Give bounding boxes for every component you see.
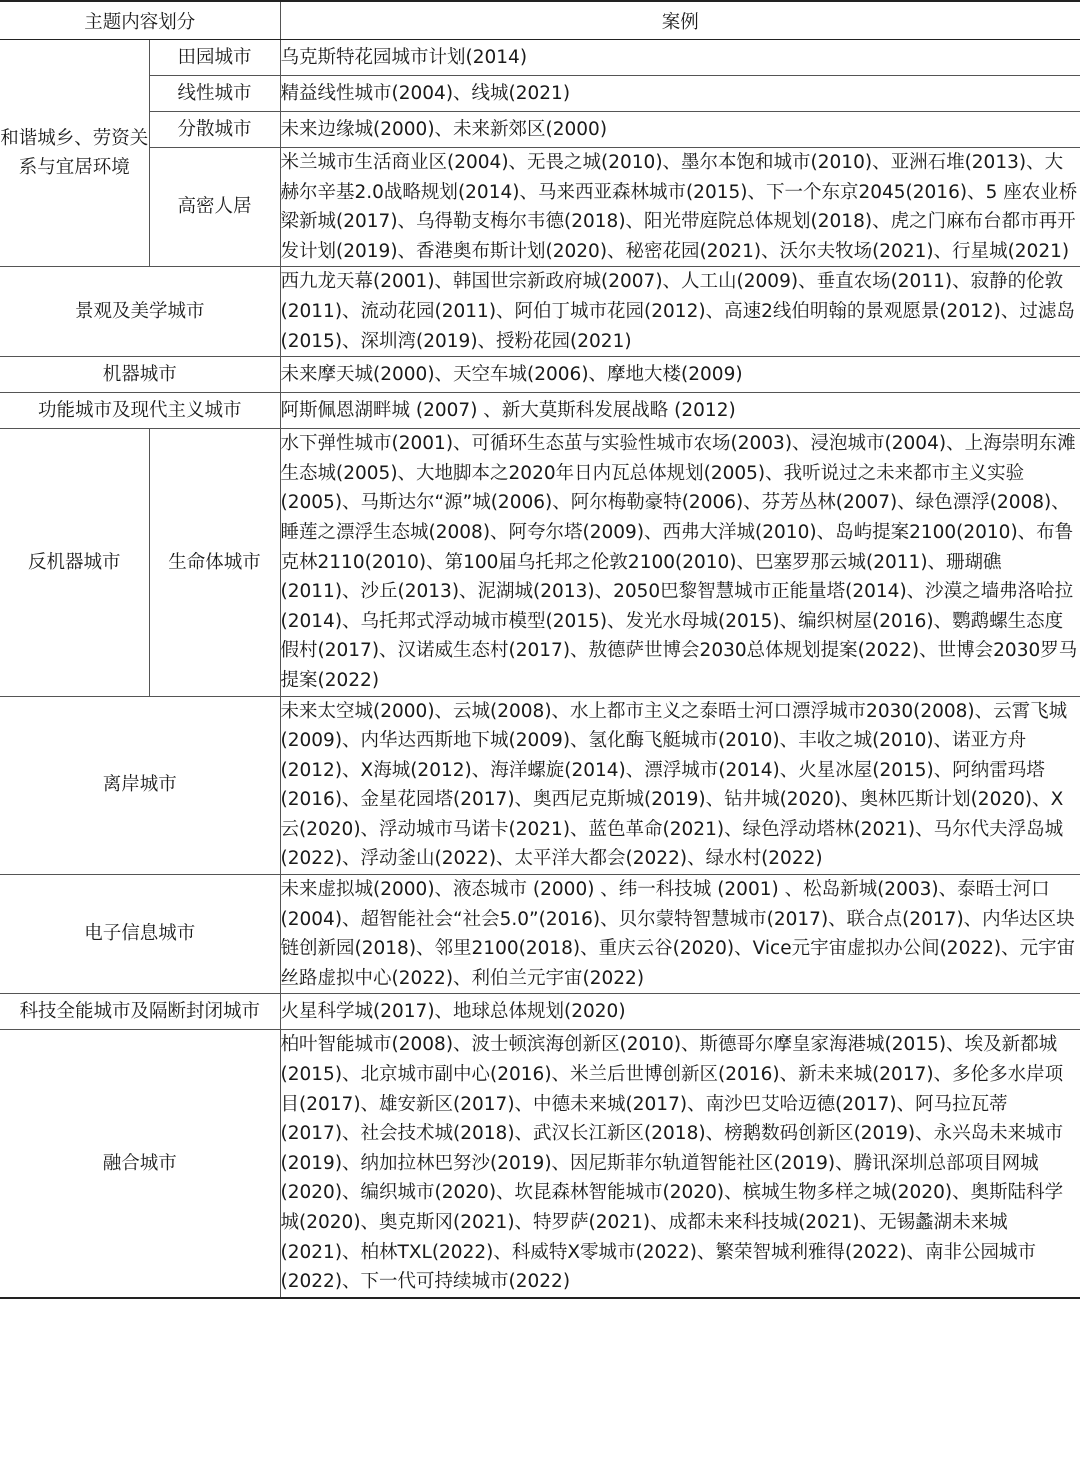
table-row <box>0 267 1080 357</box>
category-cell: 景观及美学城市 <box>0 267 280 357</box>
cases-cell: 未来摩天城(2000)、天空车城(2006)、摩地大楼(2009) <box>280 357 1080 393</box>
cases-cell: 火星科学城(2017)、地球总体规划(2020) <box>280 994 1080 1030</box>
table-row <box>0 696 1080 875</box>
table-row <box>0 994 1080 1030</box>
cases-cell: 水下弹性城市(2001)、可循环生态茧与实验性城市农场(2003)、浸泡城市(2004)、上海崇明东滩生态城(2005)、大地脚本之2020年日内瓦总体规划(2005)、我听说过之未来都市主义实验(2005)、马斯达尔“源”城(2006)、阿尔梅勒豪特(2006)、芬芳丛林(2007)、绿色漂浮(2008)、睡莲之漂浮生态城(2008)、阿夸尔塔(2009)、西弗大洋城(2010)、岛屿提案2100(2010)、布鲁克林2110(2010)、第100届乌托邦之伦敦2100(2010)、巴塞罗那云城(2011)、珊瑚礁(2011)、沙丘(2013)、泥湖城(2013)、2050巴黎智慧城市正能量塔(2014)、沙漠之墙弗洛哈拉(2014)、乌托邦式浮动城市模型(2015)、发光水母城(2015)、编织树屋(2016)、鹦鹉螺生态度假村(2017)、汉诺威生态村(2017)、敖德萨世博会2030总体规划提案(2022)、世博会2030罗马提案(2022) <box>280 429 1080 696</box>
table-row <box>0 357 1080 393</box>
table-row <box>0 40 1080 76</box>
table-row <box>0 875 1080 994</box>
cases-cell: 未来太空城(2000)、云城(2008)、水上都市主义之泰晤士河口漂浮城市2030(2008)、云霄飞城(2009)、内华达西斯地下城(2009)、氢化酶飞艇城市(2010)、丰收之城(2010)、诺亚方舟(2012)、X海城(2012)、海洋螺旋(2014)、漂浮城市(2014)、火星冰屋(2015)、阿纳雷玛塔(2016)、金星花园塔(2017)、奥西尼克斯城(2019)、钻井城(2020)、奥林匹斯计划(2020)、X云(2020)、浮动城市马诺卡(2021)、蓝色革命(2021)、绿色浮动塔林(2021)、马尔代夫浮岛城(2022)、浮动釜山(2022)、太平洋大都会(2022)、绿水村(2022) <box>280 696 1080 875</box>
category-cell: 离岸城市 <box>0 696 280 875</box>
category-cell: 和谐城乡、劳资关系与宜居环境 <box>0 40 149 267</box>
category-cell: 机器城市 <box>0 357 280 393</box>
category-cell: 科技全能城市及隔断封闭城市 <box>0 994 280 1030</box>
subcategory-cell: 田园城市 <box>149 40 280 76</box>
cases-cell: 米兰城市生活商业区(2004)、无畏之城(2010)、墨尔本饱和城市(2010)、亚洲石堆(2013)、大赫尔辛基2.0战略规划(2014)、马来西亚森林城市(2015)、下一个东京2045(2016)、5 座农业桥梁新城(2017)、乌得勒支梅尔韦德(2018)、阳光带庭院总体规划(2018)、虎之门麻布台都市再开发计划(2019)、香港奥布斯计划(2020)、秘密花园(2021)、沃尔夫牧场(2021)、行星城(2021) <box>280 148 1080 267</box>
cases-cell: 未来边缘城(2000)、未来新郊区(2000) <box>280 112 1080 148</box>
header-category: 主题内容划分 <box>0 1 280 40</box>
cases-cell: 阿斯佩恩湖畔城 (2007) 、新大莫斯科发展战略 (2012) <box>280 393 1080 429</box>
table-row <box>0 393 1080 429</box>
table-row <box>0 76 1080 112</box>
category-cell: 融合城市 <box>0 1030 280 1298</box>
category-cell: 功能城市及现代主义城市 <box>0 393 280 429</box>
cases-cell: 精益线性城市(2004)、线城(2021) <box>280 76 1080 112</box>
table-row <box>0 148 1080 267</box>
cases-cell: 柏叶智能城市(2008)、波士顿滨海创新区(2010)、斯德哥尔摩皇家海港城(2015)、埃及新都城(2015)、北京城市副中心(2016)、米兰后世博创新区(2016)、新未来城(2017)、多伦多水岸项目(2017)、雄安新区(2017)、中德未来城(2017)、南沙巴艾哈迈德(2017)、阿马拉瓦蒂(2017)、社会技术城(2018)、武汉长江新区(2018)、榜鹅数码创新区(2019)、永兴岛未来城市(2019)、纳加拉林巴努沙(2019)、因尼斯菲尔轨道智能社区(2019)、腾讯深圳总部项目网城(2020)、编织城市(2020)、坎昆森林智能城市(2020)、槟城生物多样之城(2020)、奥斯陆科学城(2020)、奥克斯冈(2021)、特罗萨(2021)、成都未来科技城(2021)、无锡蠡湖未来城(2021)、柏林TXL(2022)、科威特X零城市(2022)、繁荣智城利雅得(2022)、南非公园城市(2022)、下一代可持续城市(2022) <box>280 1030 1080 1298</box>
table-row <box>0 112 1080 148</box>
cases-cell: 未来虚拟城(2000)、液态城市 (2000) 、纬一科技城 (2001) 、松岛新城(2003)、泰晤士河口(2004)、超智能社会“社会5.0”(2016)、贝尔蒙特智慧城市(2017)、联合点(2017)、内华达区块链创新园(2018)、邻里2100(2018)、重庆云谷(2020)、Vice元宇宙虚拟办公间(2022)、元宇宙丝路虚拟中心(2022)、利伯兰元宇宙(2022) <box>280 875 1080 994</box>
cases-cell: 乌克斯特花园城市计划(2014) <box>280 40 1080 76</box>
table-row <box>0 1030 1080 1298</box>
subcategory-cell: 线性城市 <box>149 76 280 112</box>
table-row <box>0 429 1080 696</box>
header-row <box>0 1 1080 40</box>
subcategory-cell: 高密人居 <box>149 148 280 267</box>
header-cases: 案例 <box>280 1 1080 40</box>
subcategory-cell: 生命体城市 <box>149 429 280 696</box>
subcategory-cell: 分散城市 <box>149 112 280 148</box>
category-cell: 反机器城市 <box>0 429 149 696</box>
cases-cell: 西九龙天幕(2001)、韩国世宗新政府城(2007)、人工山(2009)、垂直农场(2011)、寂静的伦敦(2011)、流动花园(2011)、阿伯丁城市花园(2012)、高速2线伯明翰的景观愿景(2012)、过滤岛(2015)、深圳湾(2019)、授粉花园(2021) <box>280 267 1080 357</box>
category-cell: 电子信息城市 <box>0 875 280 994</box>
